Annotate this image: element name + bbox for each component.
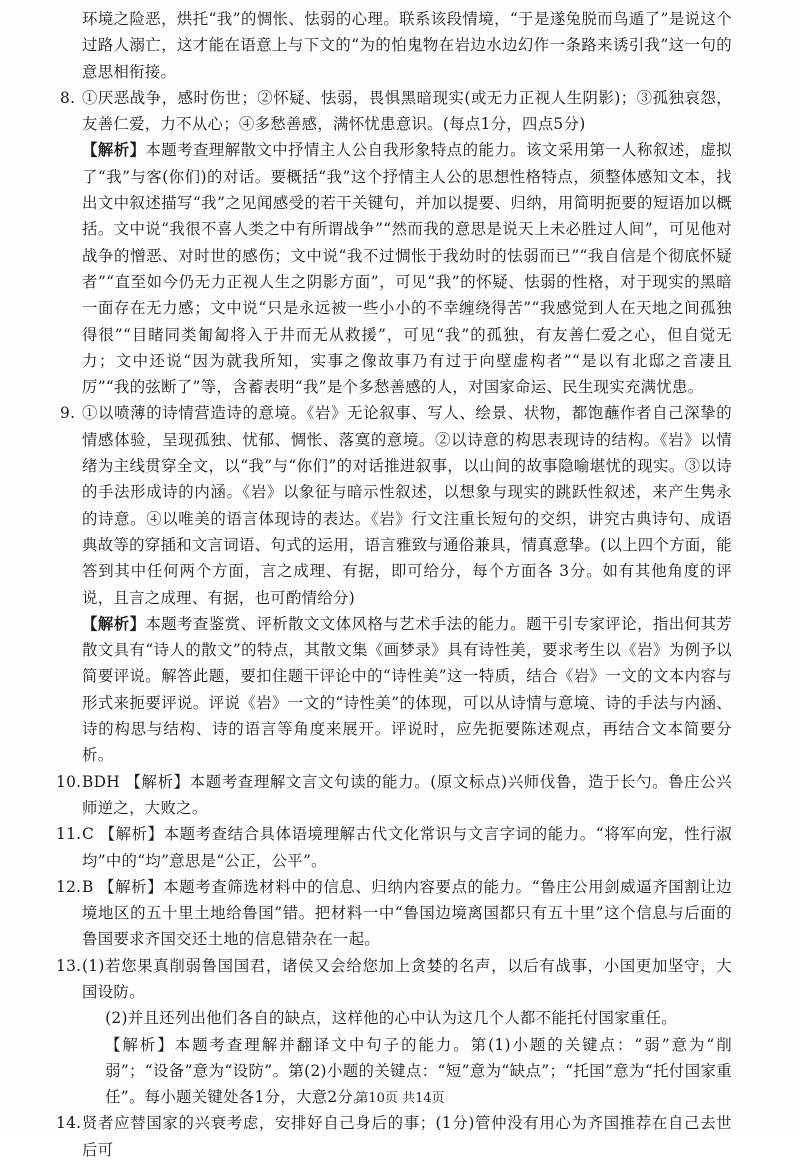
question-11-body: C 【解析】本题考查结合具体语境理解古代文化常识与文言字词的能力。“将军向宠，性行淑均”中的“均”意思是“公正，公平”。 [82,825,732,870]
question-number: 11. [56,825,82,844]
question-12-body: B 【解析】本题考查筛选材料中的信息、归纳内容要点的能力。“鲁庄公用剑威逼齐国割让边境地区的五十里土地给鲁国”错。把材料一中“鲁国边境离国都只有五十里”这个信息与后面的鲁国要求齐国交还土地的信息错杂在一起。 [82,877,732,949]
analysis-tag: 【解析】 [82,614,146,633]
question-number: 13. [56,956,82,975]
question-9-analysis [82,611,732,769]
question-9 [60,400,732,768]
question-9-body [82,400,732,768]
question-8 [60,85,732,401]
question-10-body: BDH 【解析】本题考查理解文言文句读的能力。(原文标点)兴师伐鲁，造于长勺。鲁庄公兴师逆之，大败之。 [82,772,732,817]
analysis-tag: 【解析】 [82,141,146,160]
analysis-text: 本题考查鉴赏、评析散文文体风格与艺术手法的能力。题干引专家评论，指出何其芳散文具有“诗人的散文”的特点，其散文集《画梦录》具有诗性美，要求考生以《岩》为例予以简要评说。解答此题，要扣住题干评论中的“诗性美”这一特质，结合《岩》一文的文本内容与形式来扼要评说。评说《岩》一文的“诗性美”的体现，可以从诗情与意境、诗的手法与内涵、诗的构思与结构、诗的语言等角度来展开。评说时，应先扼要陈述观点，再结合文本简要分析。 [82,614,732,765]
question-8-analysis [82,137,732,400]
question-13-answer-2: (2)并且还列出他们各自的缺点，这样他的心中认为这几个人都不能托付国家重任。 [105,1009,677,1028]
answer-content [56,6,732,1163]
question-number: 9. [60,404,76,423]
question-11 [56,821,732,874]
question-14-body: 贤者应替国家的兴衰考虑，安排好自己身后的事；(1分)管仲没有用心为齐国推荐在自己去世后可 [82,1114,732,1159]
question-8-body [82,85,732,401]
paragraph-continuation: 环境之险恶，烘托“我”的惆怅、怯弱的心理。联系该段情境，“于是遂兔脱而鸟遁了”是说这个过路人溺亡，这才能在语意上与下文的“为的怕鬼物在岩边水边幻作一条路来诱引我”这一句的意思相衔接。 [82,10,732,81]
question-13-analysis: 【解析】本题考查理解并翻译文中句子的能力。第(1)小题的关键点：“弱”意为“削弱”；“设备”意为“设防”。第(2)小题的关键点：“短”意为“缺点”；“托国”意为“托付国家重任”。每小题关键处各1分，大意2分。 [105,1035,732,1107]
analysis-text: 本题考查理解散文中抒情主人公自我形象特点的能力。该文采用第一人称叙述，虚拟了“我”与客(你们)的对话。要概括“我”这个抒情主人公的思想性格特点，须整体感知文本，找出文中叙述描写“我”之见闻感受的若干关键句，并加以提要、归纳，用简明扼要的短语加以概括。文中说“我很不喜人类之中有所谓战争”“然而我的意思是说天上未必胜过人间”，可见他对战争的憎恶、对时世的感伤；文中说“我不过惆怅于我幼时的怯弱而已”“我自信是个彻底怀疑者”“直至如今仍无力正视人生之阴影方面”，可见“我”的怀疑、怯弱的性格，对于现实的黑暗一面存在无力感；文中说“只是永远被一些小小的不幸缠绕得苦”“我感觉到人在天地之间孤独得很”“目睹同类匍匐将入于井而无从救援”，可见“我”的孤独，有友善仁爱之心，但自觉无力；文中还说“因为就我所知，实事之像故事乃有过于向壁虚构者”“是以有北邸之音凄且厉”“我的弦断了”等，含蓄表明“我”是个多愁善感的人，对国家命运、民生现实充满忧患。 [82,141,732,397]
question-number: 12. [56,877,82,896]
question-9-answer: ①以喷薄的诗情营造诗的意境。《岩》无论叙事、写人、绘景、状物，都饱蘸作者自己深挚的情感体验，呈现孤独、忧郁、惆怅、落寞的意境。②以诗意的构思表现诗的结构。《岩》以情绪为主线贯穿全文，以“我”与“你们”的对话推进叙事，以山间的故事隐喻堪忧的现实。③以诗的手法形成诗的内涵。《岩》以象征与暗示性叙述，以想象与现实的跳跃性叙述，来产生隽永的诗意。④以唯美的语言体现诗的表达。《岩》行文注重长短句的交织，讲究古典诗句、成语典故等的穿插和文言词语、句式的运用，语言雅致与通俗兼具，情真意挚。(以上四个方面，能答到其中任何两个方面，言之成理、有据，即可给分，每个方面各 3分。如有其他角度的评说，且言之成理、有据，也可酌情给分) [82,404,732,607]
question-13-answer-1: (1)若您果真削弱鲁国国君，诸侯又会给您加上贪婪的名声，以后有战事，小国更加坚守，大国设防。 [82,956,732,1001]
page-number-footer: 第10页 共14页 [355,1091,445,1106]
question-number: 8. [60,88,76,107]
question-number: 10. [56,772,82,791]
question-number: 14. [56,1114,82,1133]
question-12 [56,874,732,953]
question-10 [56,769,732,822]
question-14 [56,1110,732,1163]
question-8-answer: ①厌恶战争，感时伤世；②怀疑、怯弱，畏惧黑暗现实(或无力正视人生阴影)；③孤独哀怨，友善仁爱，力不从心；④多愁善感，满怀忧患意识。(每点1分，四点5分) [82,88,732,134]
